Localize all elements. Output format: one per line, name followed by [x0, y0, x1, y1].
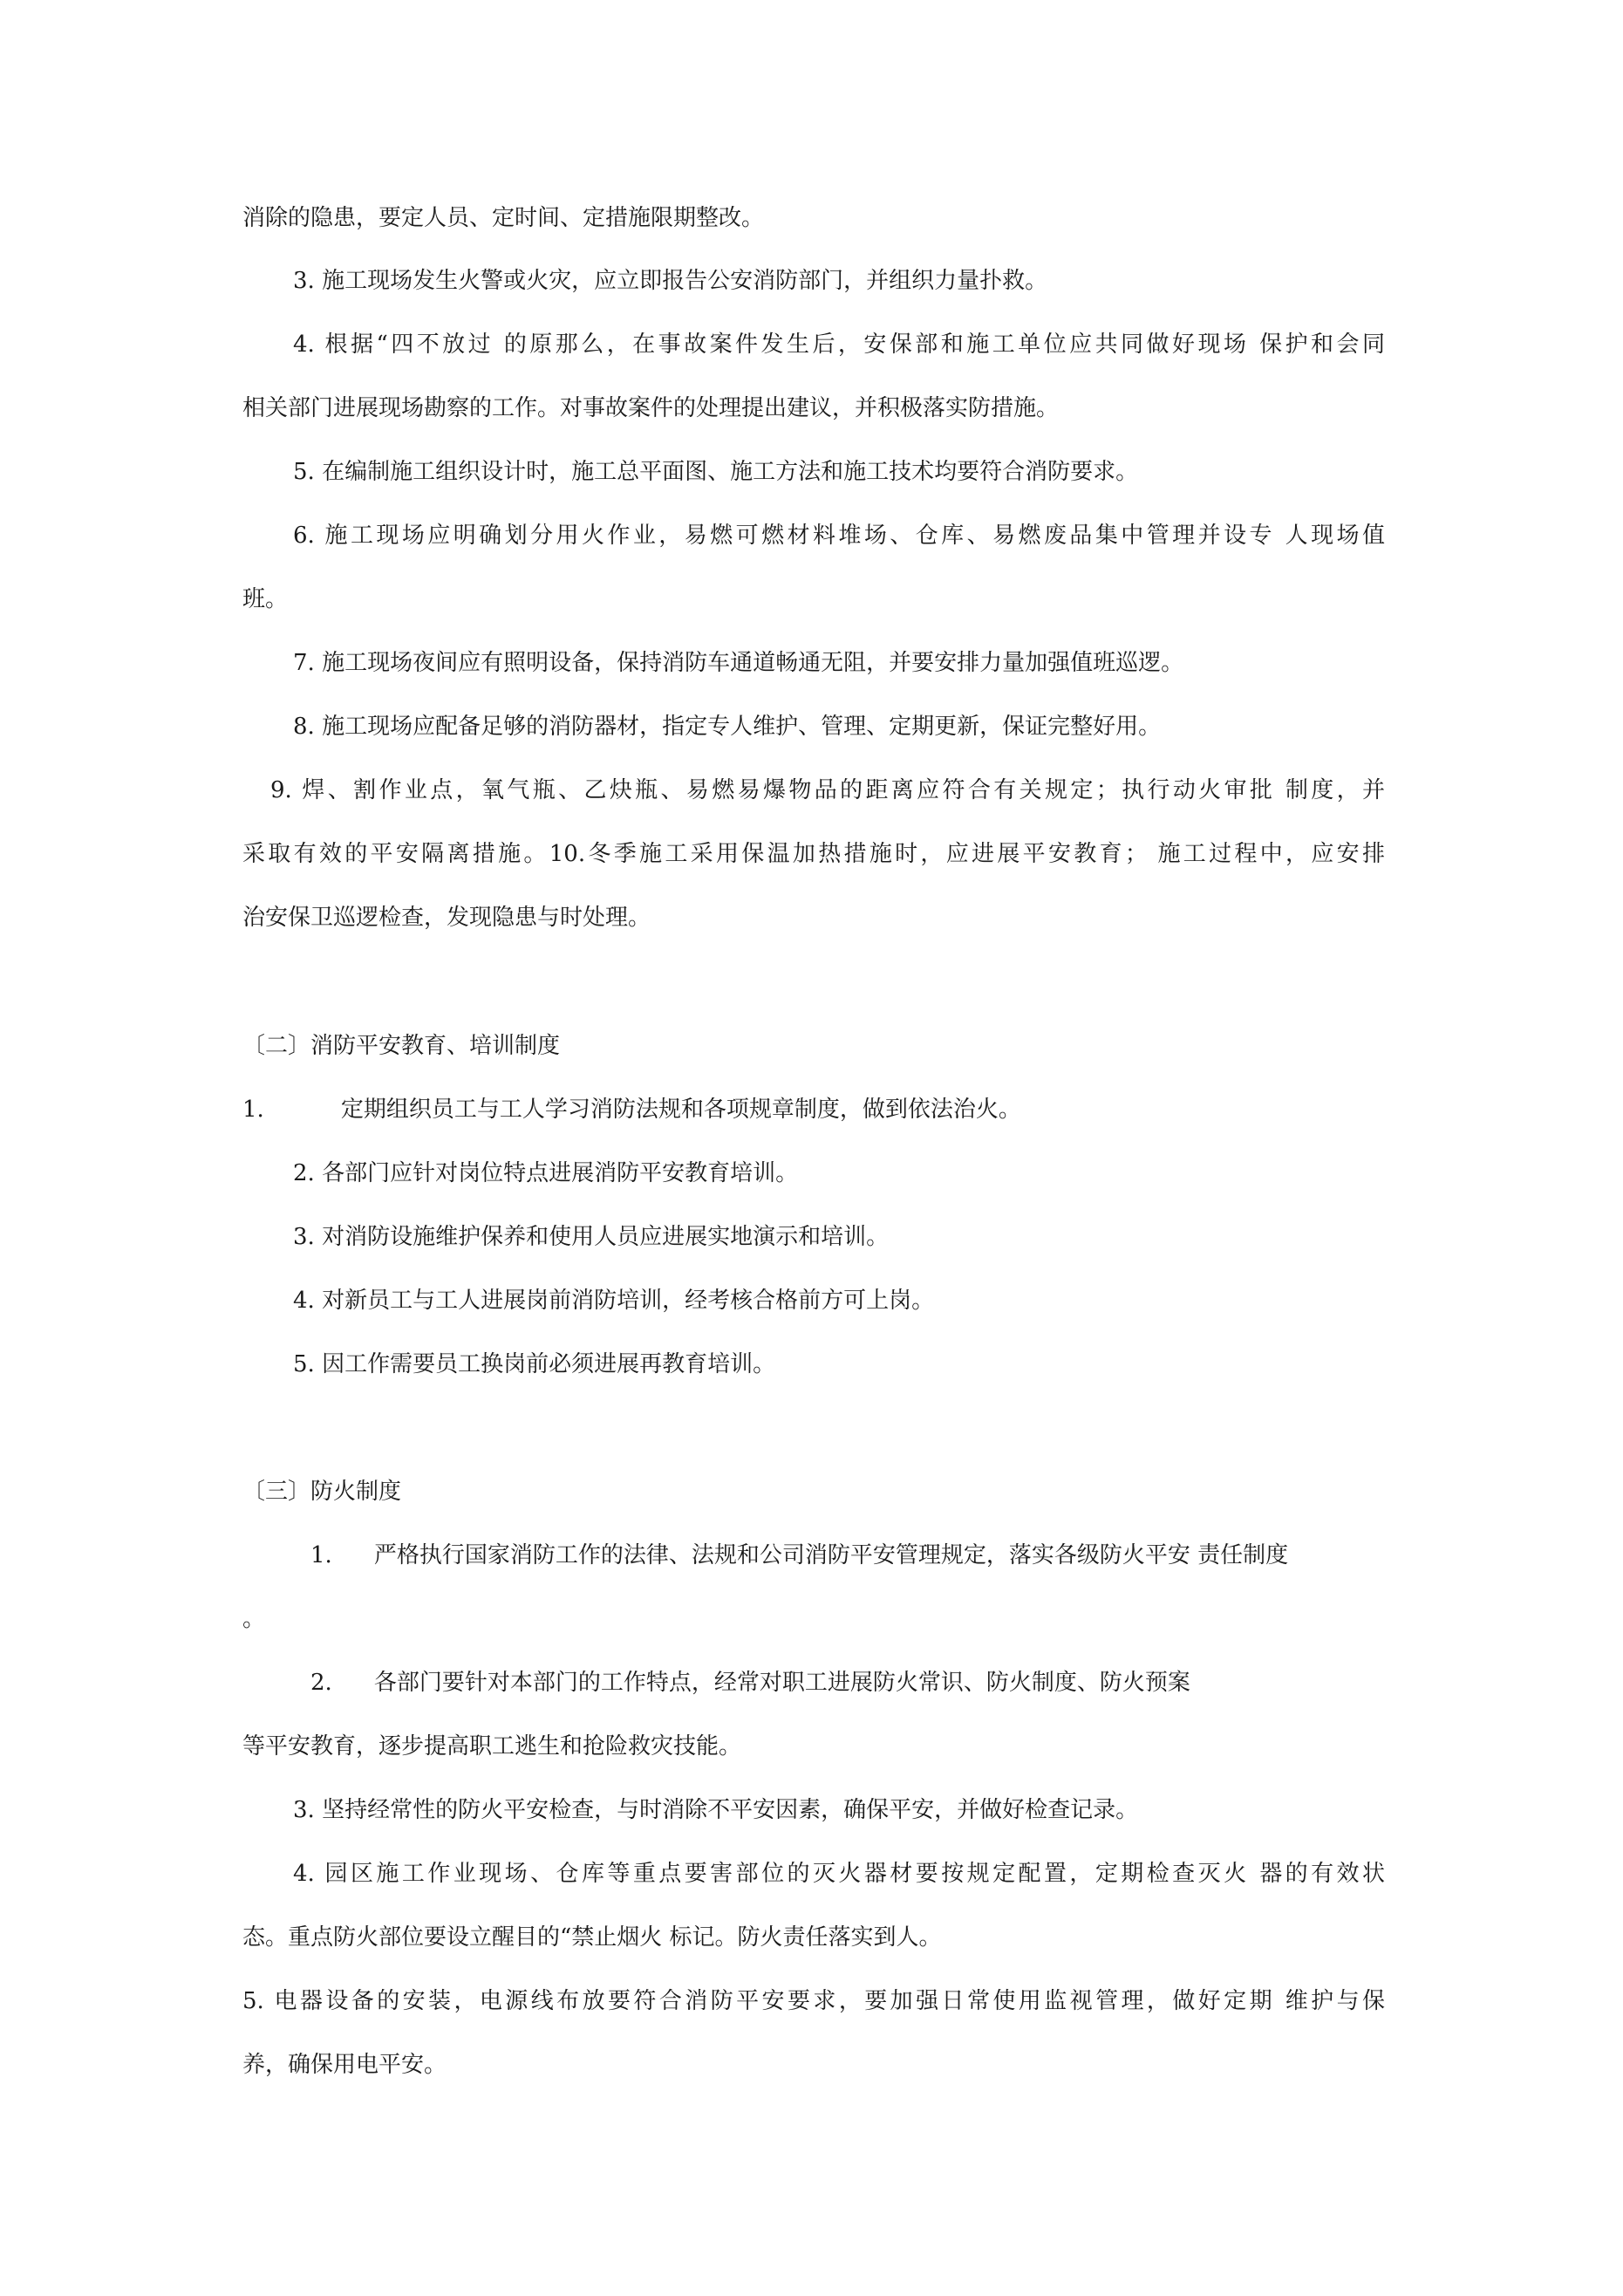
fire-item-1-line-1	[310, 1541, 1385, 1570]
training-item-3: 3. 对消防设施维护保养和使用人员应进展实地演示和培训。	[293, 1224, 890, 1250]
list-text: 定期组织员工与工人学习消防法规和各项规章制度，做到依法治火。	[340, 1097, 1021, 1123]
list-item-6-line-2: 班。	[242, 586, 289, 612]
fire-item-5-line-2: 养，确保用电平安。	[242, 2052, 447, 2078]
training-item-1	[242, 1095, 1021, 1124]
list-item-5: 5. 在编制施工组织设计时，施工总平面图、施工方法和施工技术均要符合消防要求。	[293, 459, 1139, 485]
list-item-7: 7. 施工现场夜间应有照明设备，保持消防车通道畅通无阻，并要安排力量加强值班巡逻。	[293, 650, 1184, 676]
paragraph-continuation: 消除的隐患，要定人员、定时间、定措施限期整改。	[242, 205, 765, 231]
list-text: 各部门要针对本部门的工作特点，经常对职工进展防火常识、防火制度、防火预案	[373, 1670, 1190, 1696]
training-item-2: 2. 各部门应针对岗位特点进展消防平安教育培训。	[293, 1160, 799, 1186]
fire-item-4-line-2: 态。重点防火部位要设立醒目的“禁止烟火 标记。防火责任落实到人。	[242, 1924, 942, 1951]
fire-item-3: 3. 坚持经常性的防火平安检查，与时消除不平安因素，确保平安，并做好检查记录。	[293, 1797, 1139, 1823]
fire-item-2-line-1	[310, 1668, 1190, 1698]
fire-item-1-line-2: 。	[242, 1606, 266, 1632]
list-item-4-line-2: 相关部门进展现场勘察的工作。对事故案件的处理提出建议，并积极落实防措施。	[242, 395, 1060, 421]
list-item-4-line-1: 4. 根据“四不放过 的原那么，在事故案件发生后，安保部和施工单位应共同做好现场 保护和会同	[293, 331, 1385, 358]
list-number: 2.	[310, 1670, 332, 1696]
list-item-6-line-1: 6. 施工现场应明确划分用火作业，易燃可燃材料堆场、仓库、易燃废品集中管理并设专 人现场值	[293, 523, 1385, 549]
training-item-4: 4. 对新员工与工人进展岗前消防培训，经考核合格前方可上岗。	[293, 1288, 935, 1314]
list-number: 1.	[242, 1097, 264, 1123]
list-item-8: 8. 施工现场应配备足够的消防器材，指定专人维护、管理、定期更新，保证完整好用。	[293, 714, 1162, 740]
document-page	[242, 0, 1385, 2296]
list-item-3: 3. 施工现场发生火警或火灾，应立即报告公安消防部门，并组织力量扑救。	[293, 268, 1048, 294]
list-item-9-line-2: 采取有效的平安隔离措施。10.冬季施工采用保温加热措施时，应进展平安教育； 施工过程中，应安排	[242, 841, 1385, 867]
list-number: 1.	[310, 1542, 332, 1568]
section-heading-training: 〔二〕消防平安教育、培训制度	[242, 1033, 561, 1059]
training-item-5: 5. 因工作需要员工换岗前必须进展再教育培训。	[293, 1351, 776, 1377]
list-text: 严格执行国家消防工作的法律、法规和公司消防平安管理规定，落实各级防火平安 责任制度	[373, 1542, 1289, 1568]
fire-item-2-line-2: 等平安教育，逐步提高职工逃生和抢险救灾技能。	[242, 1733, 742, 1760]
fire-item-4-line-1: 4. 园区施工作业现场、仓库等重点要害部位的灭火器材要按规定配置，定期检查灭火 器的有效状	[293, 1861, 1385, 1887]
list-item-9-line-1: 9. 焊、割作业点，氧气瓶、乙炔瓶、易燃易爆物品的距离应符合有关规定；执行动火审批 制度，并	[270, 777, 1385, 803]
list-item-9-line-3: 治安保卫巡逻检查，发现隐患与时处理。	[242, 905, 651, 931]
section-heading-fire-prevention: 〔三〕防火制度	[242, 1479, 402, 1505]
fire-item-5-line-1: 5. 电器设备的安装，电源线布放要符合消防平安要求，要加强日常使用监视管理，做好定期 维护与保	[242, 1988, 1385, 2014]
